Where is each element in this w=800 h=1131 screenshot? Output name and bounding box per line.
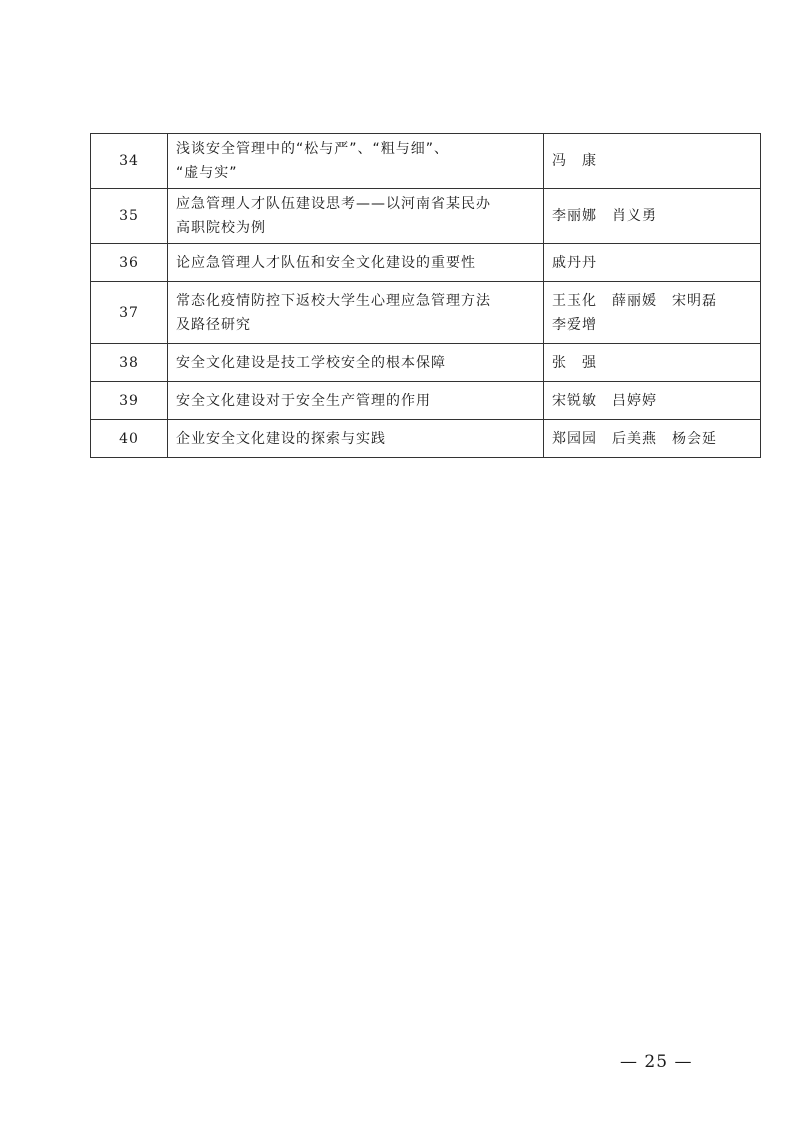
table-row <box>91 420 761 458</box>
paper-title-line: 论应急管理人才队伍和安全文化建设的重要性 <box>176 254 476 271</box>
row-number: 34 <box>91 134 168 189</box>
paper-title <box>168 420 544 458</box>
paper-title-line: 安全文化建设是技工学校安全的根本保障 <box>176 354 446 371</box>
author-line: 王玉化 薛丽媛 宋明磊 <box>552 292 717 309</box>
paper-authors <box>544 134 761 189</box>
row-number: 39 <box>91 382 168 420</box>
paper-title <box>168 282 544 344</box>
row-number: 37 <box>91 282 168 344</box>
author-line: 张 强 <box>552 354 597 371</box>
paper-authors <box>544 282 761 344</box>
paper-list-table <box>90 133 761 458</box>
paper-title-line: 安全文化建设对于安全生产管理的作用 <box>176 392 431 409</box>
author-line: 郑园园 后美燕 杨会延 <box>552 430 717 447</box>
table-row <box>91 282 761 344</box>
page-number: — 25 — <box>620 1052 693 1072</box>
paper-authors <box>544 244 761 282</box>
table-row <box>91 344 761 382</box>
author-line: 李丽娜 肖义勇 <box>552 208 657 224</box>
paper-authors <box>544 189 761 244</box>
paper-authors <box>544 382 761 420</box>
paper-title-line: 浅谈安全管理中的“松与严”、“粗与细”、 <box>176 141 450 157</box>
paper-authors <box>544 344 761 382</box>
row-number: 35 <box>91 189 168 244</box>
paper-title-line: 高职院校为例 <box>176 220 266 236</box>
author-line: 戚丹丹 <box>552 254 597 271</box>
paper-title <box>168 134 544 189</box>
table-row <box>91 134 761 189</box>
table-body <box>91 134 761 458</box>
paper-title <box>168 382 544 420</box>
paper-title <box>168 244 544 282</box>
paper-authors <box>544 420 761 458</box>
table-row <box>91 382 761 420</box>
paper-title-line: 企业安全文化建设的探索与实践 <box>176 430 386 447</box>
author-line: 宋锐敏 吕婷婷 <box>552 392 657 409</box>
paper-title-line: 常态化疫情防控下返校大学生心理应急管理方法 <box>176 292 491 309</box>
author-line: 冯 康 <box>552 153 597 169</box>
paper-title <box>168 189 544 244</box>
row-number: 40 <box>91 420 168 458</box>
paper-title-line: “虚与实” <box>176 165 238 181</box>
paper-title <box>168 344 544 382</box>
author-line: 李爱增 <box>552 316 597 333</box>
paper-title-line: 及路径研究 <box>176 316 251 333</box>
row-number: 36 <box>91 244 168 282</box>
table-row <box>91 244 761 282</box>
row-number: 38 <box>91 344 168 382</box>
table-row <box>91 189 761 244</box>
paper-title-line: 应急管理人才队伍建设思考——以河南省某民办 <box>176 196 491 212</box>
